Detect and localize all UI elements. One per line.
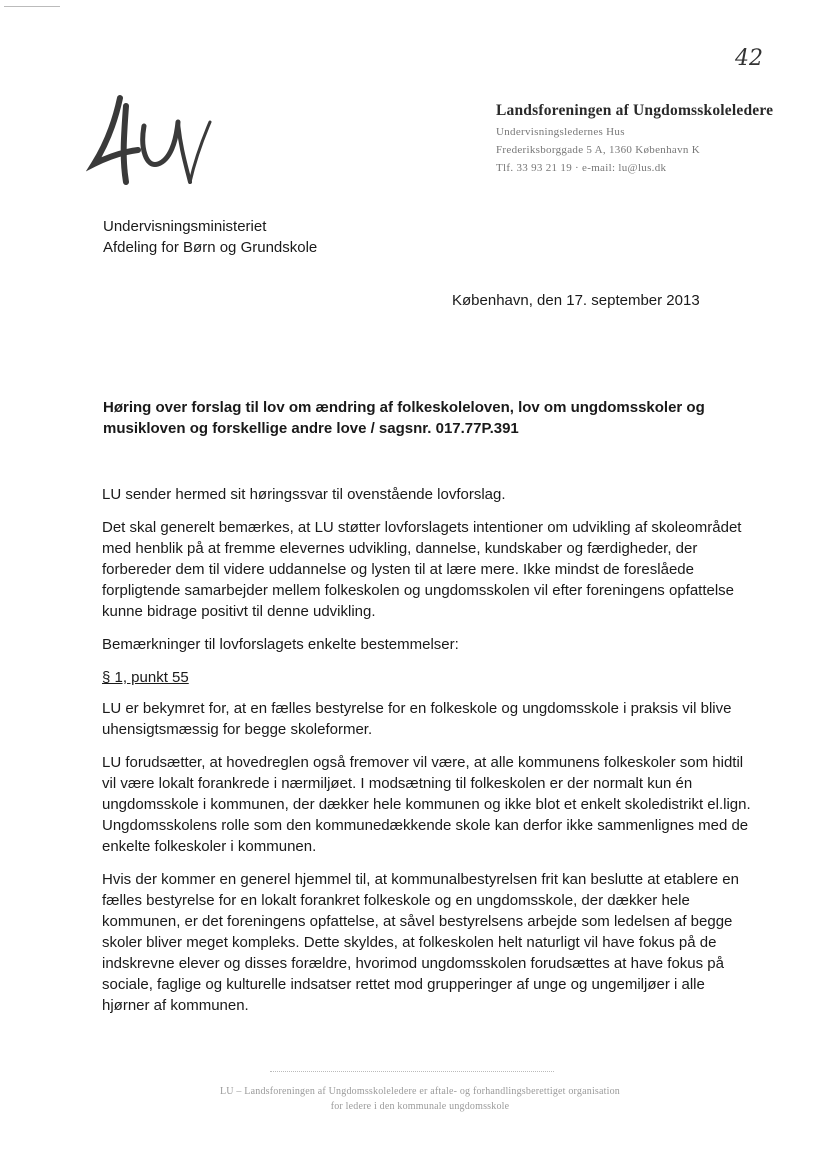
footer-divider xyxy=(270,1071,554,1072)
body-paragraph-4: LU er bekymret for, at en fælles bestyrelse for en folkeskole og ungdomsskole i praksis vil blive uhensigtsmæssig for begge skoleformer. xyxy=(102,700,732,738)
footer-line-1: LU – Landsforeningen af Ungdomsskoleledere er aftale- og forhandlingsberettiget organisation xyxy=(219,1086,621,1097)
recipient-block xyxy=(103,216,317,258)
date-line: København, den 17. september 2013 xyxy=(452,292,700,309)
letterhead-line-2: Frederiksborggade 5 A, 1360 København K xyxy=(496,144,700,156)
letter-body xyxy=(102,484,752,1028)
page-number: 42 xyxy=(735,46,763,71)
footer xyxy=(120,1084,720,1114)
recipient-line-1: Undervisningsministeriet xyxy=(103,218,267,235)
subject-heading: Høring over forslag til lov om ændring af folkeskoleloven, lov om ungdomsskoler og musikloven og forskellige andre love / sagsnr. 017.77P.391 xyxy=(103,399,705,437)
body-paragraph-2: Det skal generelt bemærkes, at LU støtter lovforslagets intentioner om udvikling af skoleområdet med henblik på at fremme elevernes udvikling, dannelse, kundskaber og færdigheder, der forbereder dem til videre uddannelse og lysten til at lære mere. Ikke mindst de foreslåede forpligtende samarbejder mellem folkeskolen og ungdomsskolen vil efter foreningens opfattelse kunne bidrage positivt til denne udvikling. xyxy=(102,519,742,620)
body-paragraph-1: LU sender hermed sit høringssvar til ovenstående lovforslag. xyxy=(102,486,506,503)
letterhead-line-3: Tlf. 33 93 21 19 · e-mail: lu@lus.dk xyxy=(496,162,667,174)
body-paragraph-5: LU forudsætter, at hovedreglen også fremover vil være, at alle kommunens folkeskoler som hidtil vil være lokalt forankrede i nærmiljøet. I modsætning til folkeskolen er der normalt kun én ungdomsskole i kommunen, der dækker hele kommunen og ikke blot et enkelt skoledistrikt el.lign. Ungdomsskolens rolle som den kommunedækkende skole kan derfor ikke sammenlignes med de enkelte folkeskoler i kommunen. xyxy=(102,754,751,855)
footer-line-2: for ledere i den kommunale ungdomsskole xyxy=(330,1101,510,1112)
section-reference: § 1, punkt 55 xyxy=(102,669,189,686)
corner-mark xyxy=(4,6,60,7)
lu-logo xyxy=(86,86,216,196)
letterhead-line-1: Undervisningsledernes Hus xyxy=(496,126,625,138)
recipient-line-2: Afdeling for Børn og Grundskole xyxy=(103,239,318,256)
org-name: Landsforeningen af Ungdomsskoleledere xyxy=(496,102,774,119)
letterhead xyxy=(496,102,773,174)
body-paragraph-6: Hvis der kommer en generel hjemmel til, at kommunalbestyrelsen frit kan beslutte at etablere en fælles bestyrelse for en lokalt forankret folkeskole og en ungdomsskole, der dækker hele kommunen, er det foreningens opfattelse, at såvel bestyrelsens arbejde som ledelsen af begge skoler bliver meget kompleks. Dette skyldes, at folkeskolen helt naturligt vil have fokus på de indskrevne elever og disses forældre, hvorimod ungdomsskolen forudsættes at have fokus på sociale, faglige og kulturelle indsatser rettet mod grupperinger af unge og ungemiljøer i alle hjørner af kommunen. xyxy=(102,871,739,1014)
body-paragraph-3: Bemærkninger til lovforslagets enkelte bestemmelser: xyxy=(102,636,459,653)
